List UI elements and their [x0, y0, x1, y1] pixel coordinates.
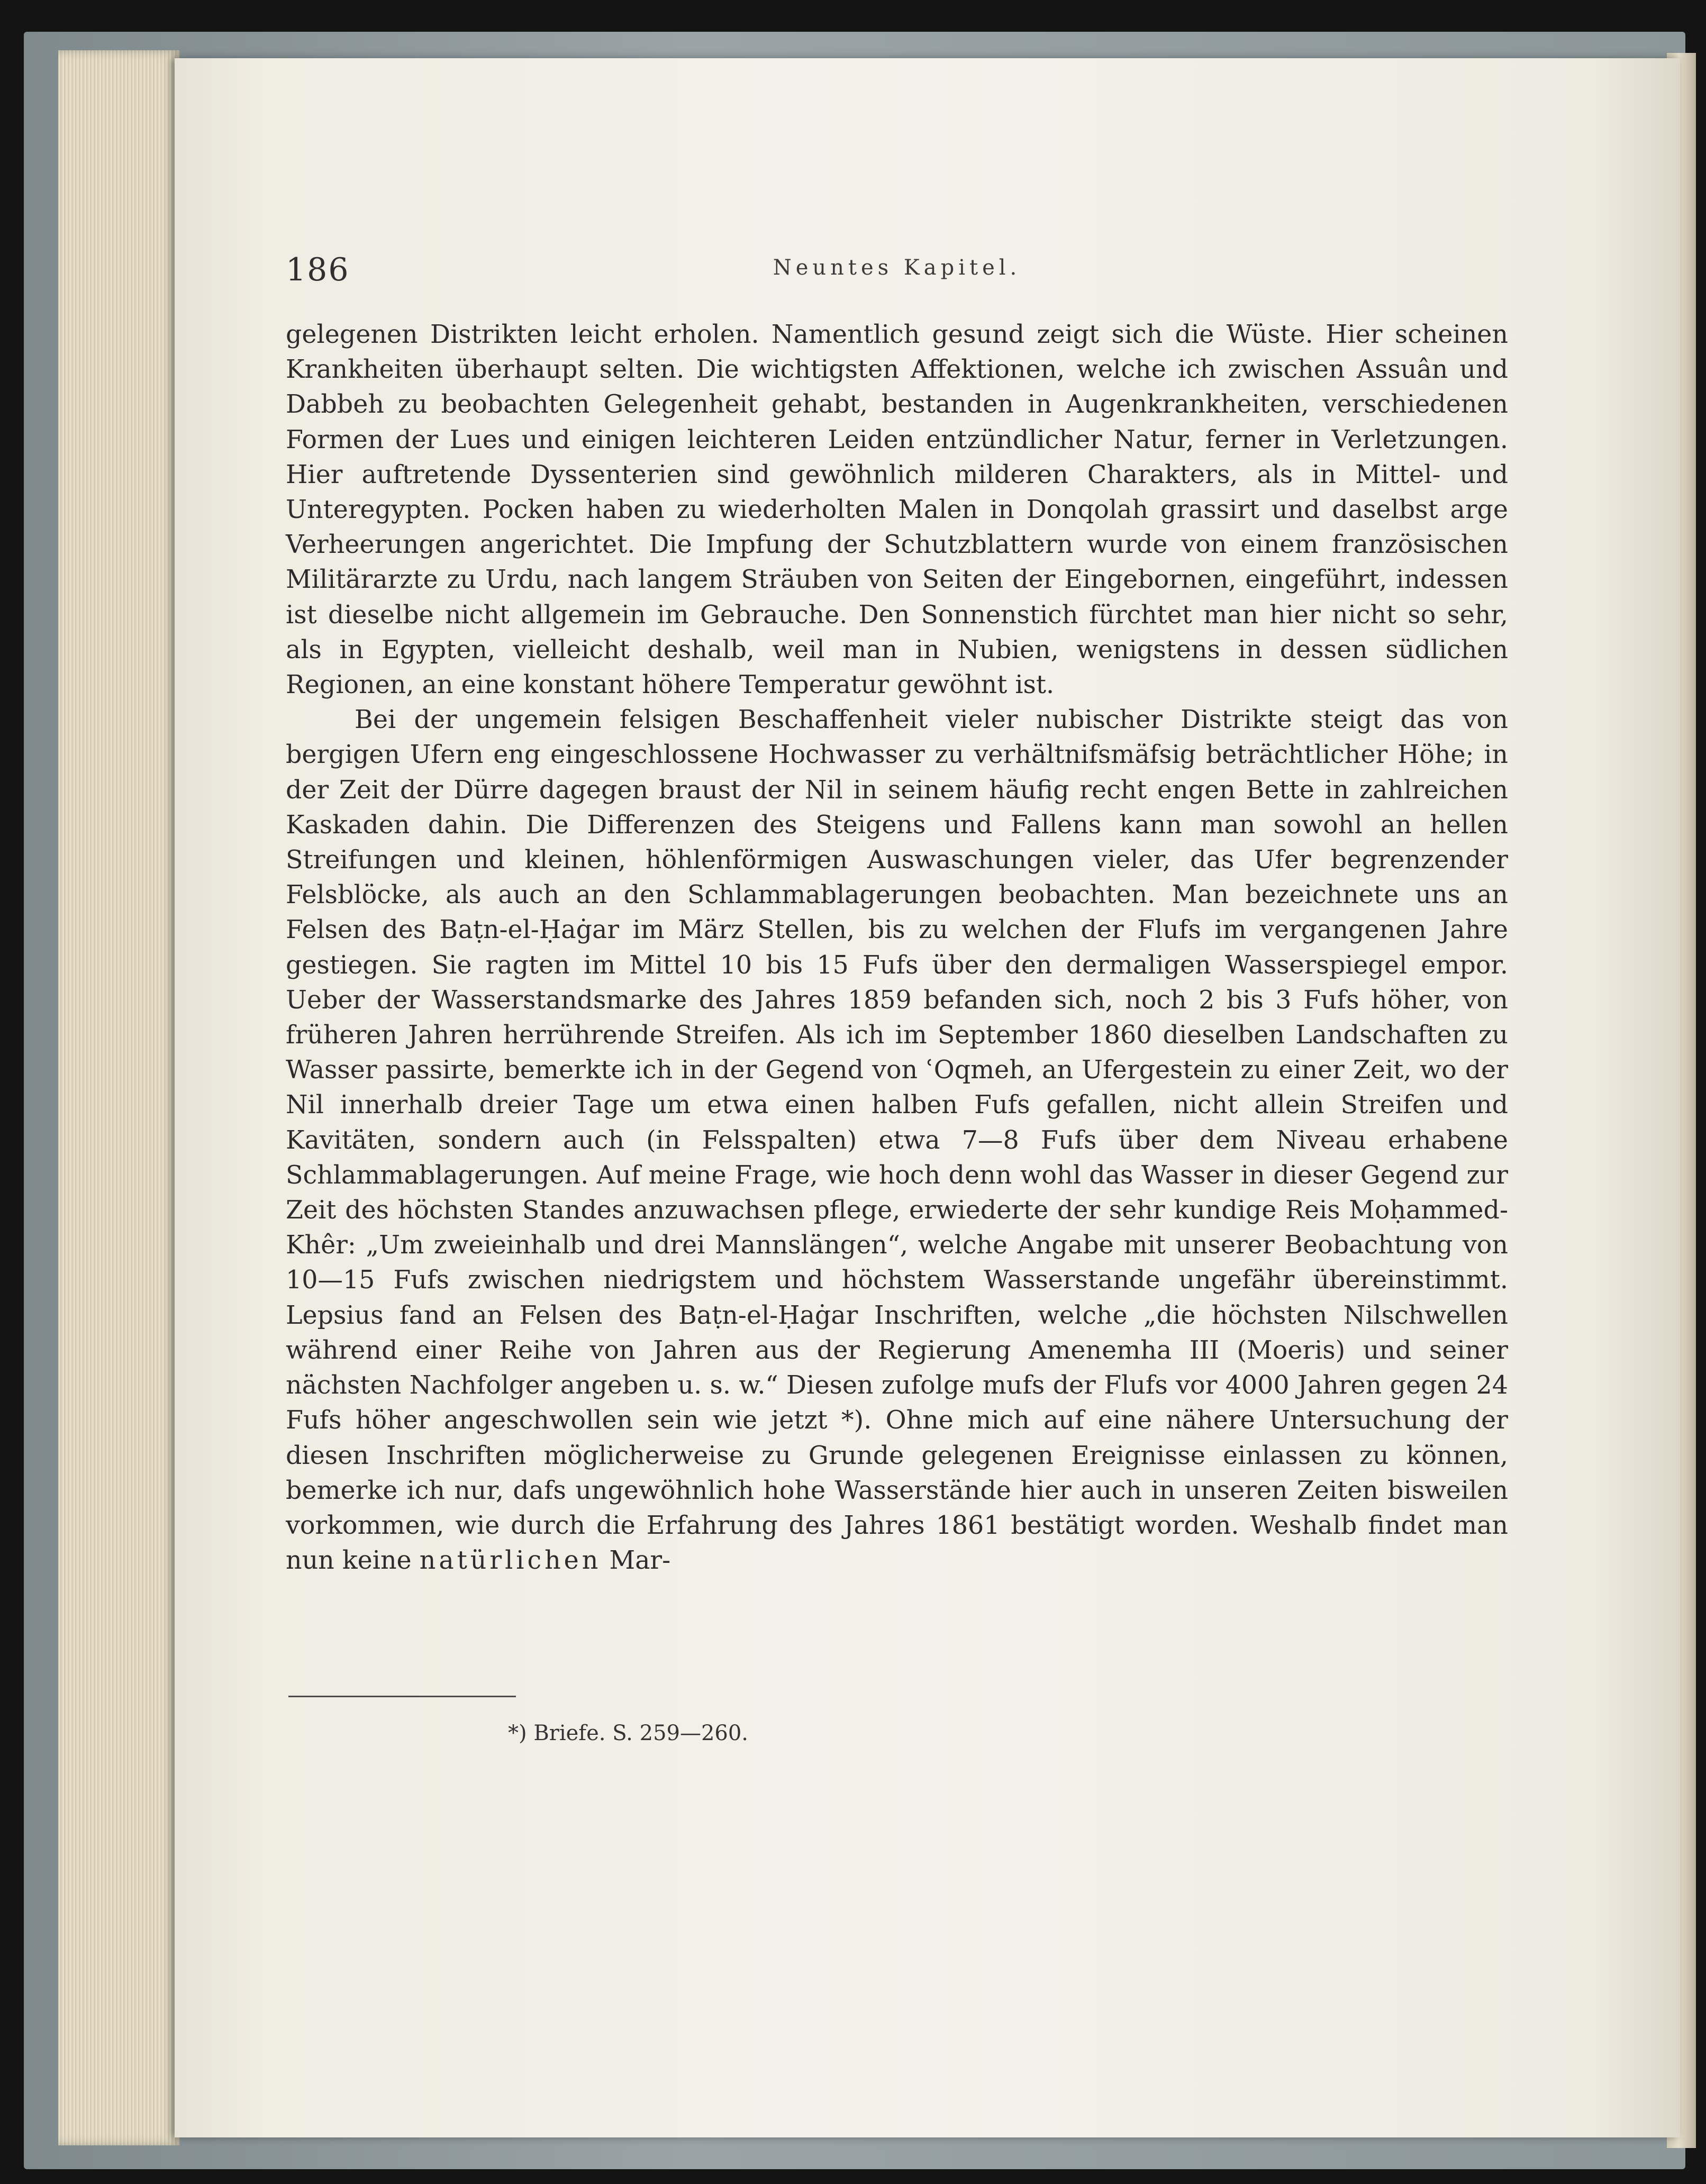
paragraph-2-main: Bei der ungemein felsigen Beschaffenheit vieler nubischer Distrikte steigt das von bergigen Ufern eng eingeschlossene Hochwasser zu verhältnifsmäfsig beträchtlicher Höhe; in der Zeit der Dürre dagegen braust der Nil in seinem häufig recht engen Bette in zahlreichen Kaskaden dahin. Die Differenzen des Steigens und Fallens kann man sowohl an hellen Streifungen und kleinen, höhlenförmigen Auswaschungen vieler, das Ufer begrenzender Felsblöcke, als auch an den Schlammablagerungen beobachten. Man bezeichnete uns an Felsen des Baṭn-el-Ḥaġar im März Stellen, bis zu welchen der Flufs im vergangenen Jahre gestiegen. Sie ragten im Mittel 10 bis 15 Fufs über den dermaligen Wasserspiegel empor. Ueber der Wasserstandsmarke des Jahres 1859 befanden sich, noch 2 bis 3 Fufs höher, von früheren Jahren herrührende Streifen. Als ich im September 1860 dieselben Landschaften zu Wasser passirte, bemerkte ich in der Gegend von ʿOqmeh, an Ufergestein zu einer Zeit, wo der Nil innerhalb dreier Tage um etwa einen halben Fufs gefallen, nicht allein Streifen und Kavitäten, sondern auch (in Felsspalten) etwa 7—8 Fufs über dem Niveau erhabene Schlammablagerungen. Auf meine Frage, wie hoch denn wohl das Wasser in dieser Gegend zur Zeit des höchsten Standes anzuwachsen pflege, erwiederte der sehr kundige Reis Moḥammed-Khêr: „Um zweieinhalb und drei Mannslängen“, welche Angabe mit unserer Beobachtung von 10—15 Fufs zwischen niedrigstem und höchstem Wasserstande ungefähr übereinstimmt. Lepsius fand an Felsen des Baṭn-el-Ḥaġar Inschriften, welche „die höchsten Nilschwellen während einer Reihe von Jahren aus der Regierung Amenemha III (Moeris) und seiner nächsten Nachfolger angeben u. s. w.“ Diesen zufolge mufs der Flufs vor 4000 Jahren gegen 24 Fufs höher angeschwollen sein wie jetzt *). Ohne mich auf eine nähere Untersuchung der diesen Inschriften möglicherweise zu Grunde gelegenen Ereignisse einlassen zu können, bemerke ich nur, dafs ungewöhnlich hohe Wasserstände hier auch in unseren Zeiten bisweilen vorkommen, wie durch die Erfahrung des Jahres 1861 bestätigt worden. Weshalb findet man nun keine: [286, 705, 1508, 1576]
paragraph-1: gelegenen Distrikten leicht erholen. Namentlich gesund zeigt sich die Wüste. Hier scheinen Krankheiten überhaupt selten. Die wichtigsten Affektionen, welche ich zwischen Assuân und Dabbeh zu beobachten Gelegenheit gehabt, bestanden in Augenkrankheiten, verschiedenen Formen der Lues und einigen leichteren Leiden entzündlicher Natur, ferner in Verletzungen. Hier auftretende Dyssenterien sind gewöhnlich milderen Charakters, als in Mittel- und Unteregypten. Pocken haben zu wiederholten Malen in Donqolah grassirt und daselbst arge Verheerungen angerichtet. Die Impfung der Schutzblattern wurde von einem französischen Militärarzte zu Urdu, nach langem Sträuben von Seiten der Eingebornen, eingeführt, indessen ist dieselbe nicht allgemein im Gebrauche. Den Sonnenstich fürchtet man hier nicht so sehr, als in Egypten, vielleicht deshalb, weil man in Nubien, wenigstens in dessen südlichen Regionen, an eine konstant höhere Temperatur gewöhnt ist.: [286, 320, 1508, 700]
paragraph-2-end: Mar-: [609, 1546, 671, 1576]
page-header: [286, 251, 1508, 304]
paragraph-2: [286, 703, 1508, 1578]
footnote: *) Briefe. S. 259—260.: [508, 1721, 749, 1745]
body-text: [286, 317, 1508, 1578]
page-number: 186: [286, 251, 350, 288]
paragraph-2-spaced-word: natürlichen: [419, 1546, 602, 1576]
running-head: Neuntes Kapitel.: [773, 256, 1021, 280]
page-edges: [58, 50, 180, 2145]
footnote-rule: [288, 1696, 516, 1697]
